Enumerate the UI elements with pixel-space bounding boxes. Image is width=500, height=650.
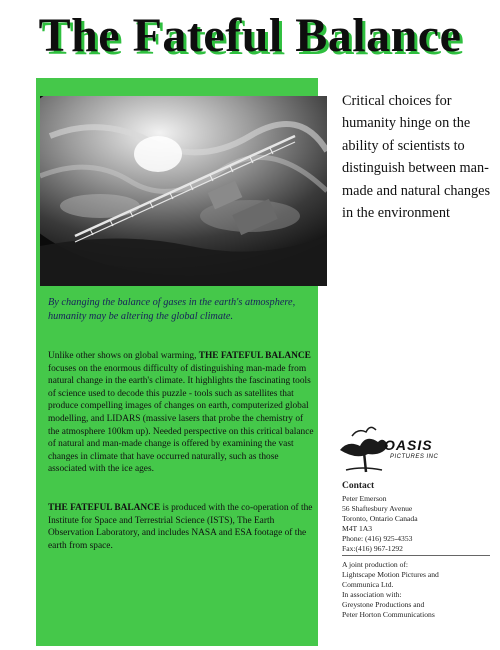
contact-line: Fax:(416) 967-1292 bbox=[342, 544, 403, 554]
body-paragraph-1 bbox=[48, 350, 314, 476]
contact-block bbox=[342, 480, 492, 555]
divider bbox=[342, 555, 490, 556]
body2-text: is produced with the co-operation of the Institute for Space and Terrestrial Science (ISTS), The Earth Observation Laboratory, and includes NASA and ESA footage of the earth from space. bbox=[48, 503, 313, 551]
body-paragraph-2 bbox=[48, 502, 314, 552]
earth-satellite-photo bbox=[40, 96, 327, 286]
credits-line: Greystone Productions and bbox=[342, 600, 425, 610]
credits-block bbox=[342, 560, 492, 621]
lead-paragraph: By changing the balance of gases in the earth's atmosphere, humanity may be altering the global climate. bbox=[48, 297, 296, 322]
contact-line: Phone: (416) 925-4353 bbox=[342, 534, 413, 544]
body1-text: focuses on the enormous difficulty of distinguishing man-made from natural change in the earth's climate. It highlights the fascinating tools of science used to decode this puzzle - tools such as satellites that produce compelling images of changes on earth, computerized global modelling, and LIDARS (massive lasers that probe the chemistry of the atmosphere 100km up). Needed perspective on this critical balance of natural and man-made change is offered by examining the vast changes in climate that have occurred naturally, such as those associated with the ice ages. bbox=[48, 363, 314, 475]
credits-line: Peter Horton Communications bbox=[342, 610, 435, 620]
contact-line: 56 Shaftesbury Avenue bbox=[342, 504, 413, 514]
contact-heading: Contact bbox=[342, 481, 375, 491]
credits-line: Communica Ltd. bbox=[342, 580, 394, 590]
body2-show-name: THE FATEFUL BALANCE bbox=[48, 503, 161, 513]
credits-line: Lightscape Motion Pictures and bbox=[342, 570, 439, 580]
credits-line: A joint production of: bbox=[342, 560, 409, 569]
logo-name: OASIS bbox=[384, 437, 433, 453]
logo-subtitle: PICTURES INC bbox=[390, 454, 439, 460]
credits-line: In association with: bbox=[342, 590, 402, 600]
tagline: Critical choices for humanity hinge on the ability of scientists to distinguish between man-made and natural changes in the environment bbox=[342, 93, 491, 222]
contact-line: M4T 1A3 bbox=[342, 524, 373, 534]
contact-line: Toronto, Ontario Canada bbox=[342, 514, 418, 524]
contact-line: Peter Emerson bbox=[342, 494, 387, 503]
body1-intro: Unlike other shows on global warming, bbox=[48, 351, 197, 361]
poster-title: The Fateful Balance bbox=[38, 9, 462, 62]
body1-show-name: THE FATEFUL BALANCE bbox=[198, 351, 311, 361]
